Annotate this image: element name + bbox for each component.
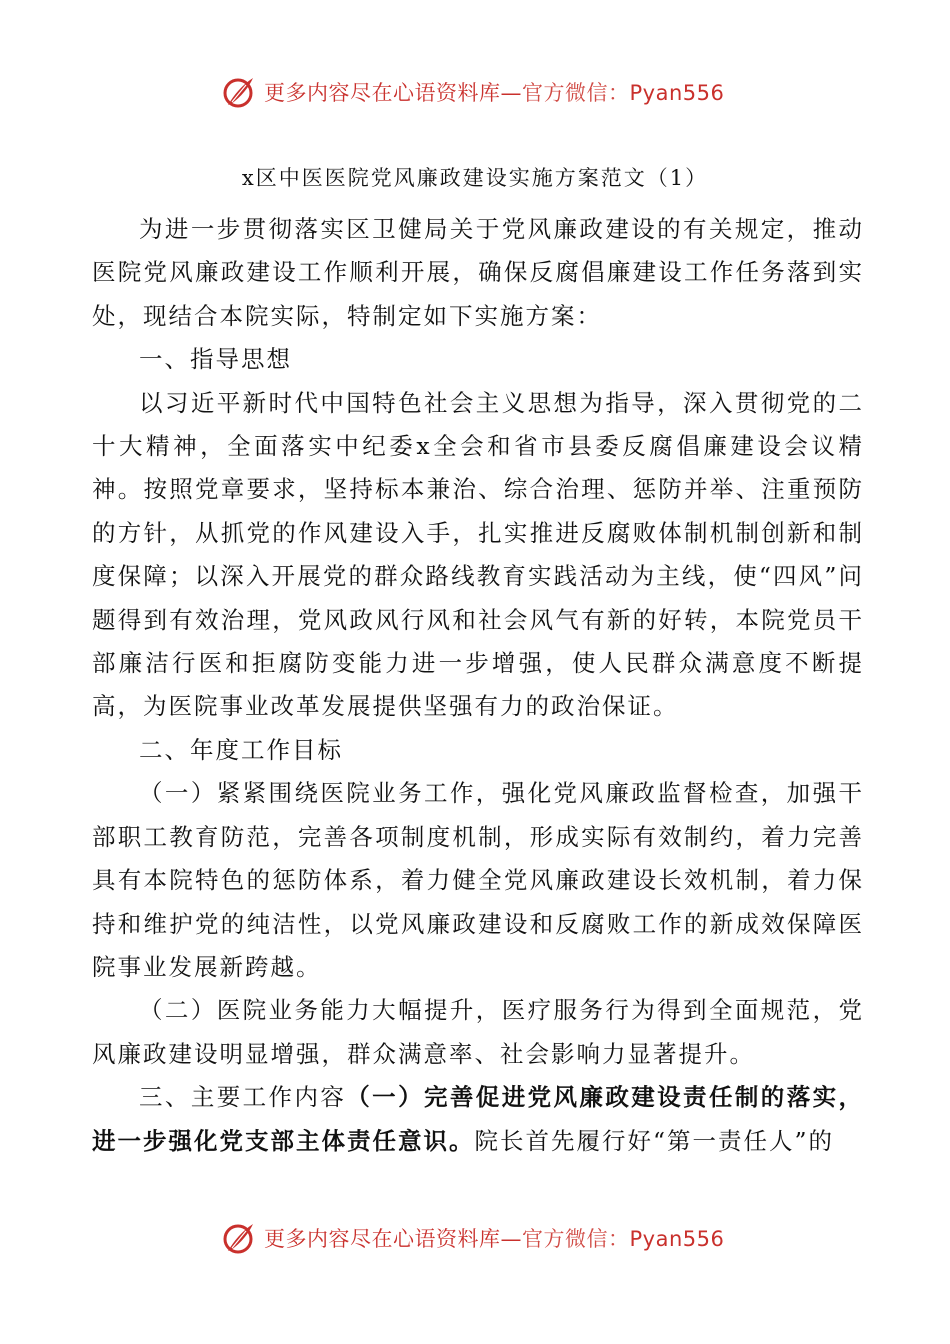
banner-dash: —	[500, 81, 522, 105]
heading-guiding-thought: 一、指导思想	[139, 345, 292, 374]
paragraph-goal-1: （一）紧紧围绕医院业务工作，强化党风廉政监督检查，加强干部职工教育防范，完善各项制度机制，形成实际有效制约，着力完善具有本院特色的惩防体系，着力健全党风廉政建设长效机制，着力保持和维护党的纯洁性，以党风廉政建设和反腐败工作的新成效保障医院事业发展新跨越。	[92, 779, 864, 981]
paragraph-goal-2: （二）医院业务能力大幅提升，医疗服务行为得到全面规范，党风廉政建设明显增强，群众满意率、社会影响力显著提升。	[92, 996, 864, 1068]
banner-main-text: 更多内容尽在心语资料库	[264, 1227, 501, 1251]
banner-text	[264, 1223, 724, 1253]
logo-icon	[222, 75, 256, 109]
banner-wechat-id: Pyan556	[629, 1227, 725, 1251]
banner-wechat-label: 官方微信：	[522, 1227, 630, 1251]
main-work-bold-item: （一）完善促进党风廉政建设责任制的落实，进一步强化党支部主体责任意识。	[92, 1083, 865, 1155]
banner-wechat-label: 官方微信：	[522, 81, 630, 105]
paragraph-guiding-thought: 以习近平新时代中国特色社会主义思想为指导，深入贯彻党的二十大精神，全面落实中纪委x全会和省市县委反腐倡廉建设会议精神。按照党章要求，坚持标本兼治、综合治理、惩防并举、注重预防的方针，从抓党的作风建设入手，扎实推进反腐败体制机制创新和制度保障；以深入开展党的群众路线教育实践活动为主线，使“四风”问题得到有效治理，党风政风行风和社会风气有新的好转，本院党员干部廉洁行医和拒腐防变能力进一步增强，使人民群众满意度不断提高，为医院事业改革发展提供坚强有力的政治保证。	[92, 388, 864, 721]
main-work-heading: 三、主要工作内容	[139, 1083, 347, 1112]
banner-text	[264, 77, 724, 107]
footer-banner	[222, 1218, 724, 1258]
heading-annual-goals: 二、年度工作目标	[139, 735, 343, 764]
paragraph-intro: 为进一步贯彻落实区卫健局关于党风廉政建设的有关规定，推动医院党风廉政建设工作顺利开展，确保反腐倡廉建设工作任务落到实处，现结合本院实际，特制定如下实施方案：	[92, 215, 864, 330]
logo-icon	[222, 1221, 256, 1255]
header-banner	[222, 72, 724, 112]
banner-dash: —	[500, 1227, 522, 1251]
banner-main-text: 更多内容尽在心语资料库	[264, 81, 501, 105]
paragraph-main-work	[92, 1076, 864, 1163]
main-work-tail: 院长首先履行好“第一责任人”的	[474, 1126, 835, 1155]
banner-wechat-id: Pyan556	[629, 81, 725, 105]
document-title: x区中医医院党风廉政建设实施方案范文（1）	[241, 166, 709, 190]
document-body	[92, 208, 864, 1163]
